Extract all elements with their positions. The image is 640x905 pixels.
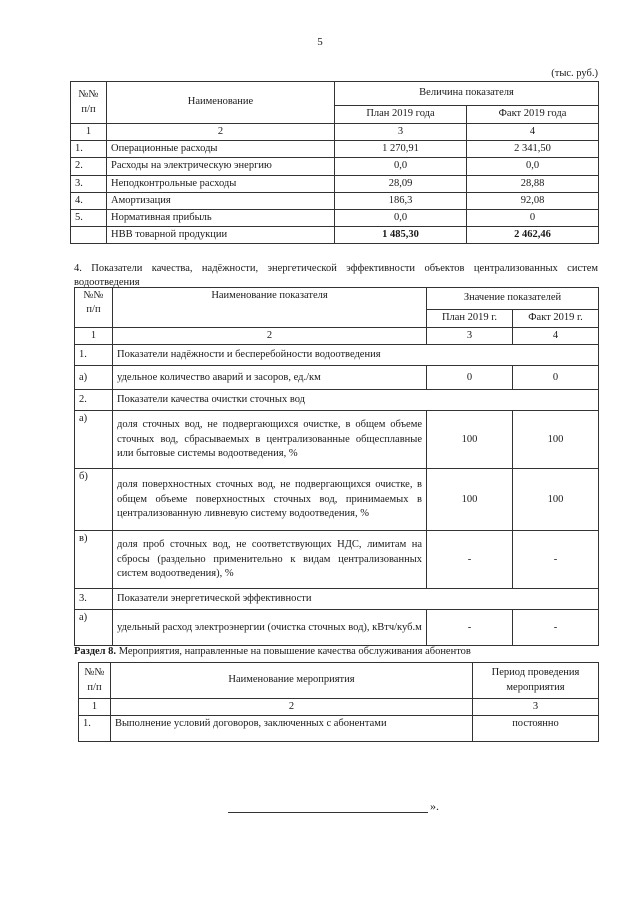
header-name: Наименование показателя bbox=[113, 288, 427, 328]
header-fact: Факт 2019 г. bbox=[513, 310, 599, 328]
closing-mark: ». bbox=[430, 799, 439, 813]
group-row bbox=[75, 589, 599, 610]
row-fact: - bbox=[513, 531, 599, 589]
group-title: Показатели качества очистки сточных вод bbox=[113, 390, 599, 411]
group-title: Показатели энергетической эффективности bbox=[113, 589, 599, 610]
row-fact: 100 bbox=[513, 411, 599, 469]
group-num: 2. bbox=[75, 390, 113, 411]
row-fact: 92,08 bbox=[467, 192, 599, 209]
col-num: 1 bbox=[75, 328, 113, 345]
row-name: Выполнение условий договоров, заключенных с абонентами bbox=[111, 716, 473, 742]
row-fact: 0 bbox=[467, 209, 599, 226]
row-num: б) bbox=[75, 469, 113, 531]
row-period: постоянно bbox=[473, 716, 599, 742]
row-name: Операционные расходы bbox=[107, 141, 335, 158]
row-name: доля поверхностных сточных вод, не подвергающихся очистке, в общем объеме поверхностных сточных вод, принимаемых в централизованную ливневую систему водоотведения, % bbox=[113, 469, 427, 531]
section-8-label: Раздел 8. bbox=[74, 646, 117, 657]
group-row bbox=[75, 390, 599, 411]
section-4-heading: 4. Показатели качества, надёжности, энергетической эффективности объектов централизованных систем водоотведения bbox=[74, 263, 598, 288]
header-name: Наименование мероприятия bbox=[111, 663, 473, 699]
row-num: 1. bbox=[79, 716, 111, 742]
row-plan: - bbox=[427, 531, 513, 589]
header-plan: План 2019 года bbox=[335, 106, 467, 124]
col-num: 3 bbox=[427, 328, 513, 345]
row-num: 1. bbox=[71, 141, 107, 158]
section-8-heading bbox=[74, 646, 471, 657]
group-num: 3. bbox=[75, 589, 113, 610]
row-plan: 0,0 bbox=[335, 209, 467, 226]
row-fact: 28,88 bbox=[467, 175, 599, 192]
units-note: (тыс. руб.) bbox=[551, 68, 598, 79]
row-plan: 0,0 bbox=[335, 158, 467, 175]
row-name: Неподконтрольные расходы bbox=[107, 175, 335, 192]
row-plan: - bbox=[427, 610, 513, 646]
col-num: 1 bbox=[71, 124, 107, 141]
table-header-row bbox=[71, 82, 599, 106]
row-name: доля сточных вод, не подвергающихся очистке, в общем объеме сточных вод, сбрасываемых в централизованные общесплавные или бытовые системы водоотведения, % bbox=[113, 411, 427, 469]
group-row bbox=[75, 345, 599, 366]
quality-indicators-table bbox=[74, 287, 599, 646]
total-row bbox=[71, 227, 599, 244]
row-num: 5. bbox=[71, 209, 107, 226]
table-row bbox=[71, 175, 599, 192]
header-fact: Факт 2019 года bbox=[467, 106, 599, 124]
header-value: Значение показателей bbox=[427, 288, 599, 310]
table-row bbox=[71, 141, 599, 158]
header-num: №№ п/п bbox=[71, 82, 107, 124]
table-row bbox=[71, 209, 599, 226]
col-num: 1 bbox=[79, 699, 111, 716]
group-title: Показатели надёжности и бесперебойности водоотведения bbox=[113, 345, 599, 366]
row-fact: 0 bbox=[513, 366, 599, 390]
row-plan: 0 bbox=[427, 366, 513, 390]
header-num: №№ п/п bbox=[79, 663, 111, 699]
section-8-title: Мероприятия, направленные на повышение качества обслуживания абонентов bbox=[118, 646, 471, 657]
row-num: 4. bbox=[71, 192, 107, 209]
row-num: а) bbox=[75, 610, 113, 646]
row-fact: 2 341,50 bbox=[467, 141, 599, 158]
row-num: а) bbox=[75, 366, 113, 390]
table-row bbox=[75, 469, 599, 531]
table-row bbox=[71, 192, 599, 209]
signature-line bbox=[228, 812, 428, 813]
column-number-row bbox=[79, 699, 599, 716]
table-row bbox=[75, 366, 599, 390]
row-name: Амортизация bbox=[107, 192, 335, 209]
table-row bbox=[75, 531, 599, 589]
column-number-row bbox=[75, 328, 599, 345]
row-plan: 1 485,30 bbox=[335, 227, 467, 244]
header-value: Величина показателя bbox=[335, 82, 599, 106]
row-plan: 28,09 bbox=[335, 175, 467, 192]
row-num: а) bbox=[75, 411, 113, 469]
table-row bbox=[75, 610, 599, 646]
col-num: 2 bbox=[113, 328, 427, 345]
col-num: 2 bbox=[107, 124, 335, 141]
header-name: Наименование bbox=[107, 82, 335, 124]
row-name: доля проб сточных вод, не соответствующих НДС, лимитам на сбросы (раздельно применительно к видам централизованных систем водоотведения), % bbox=[113, 531, 427, 589]
measures-table bbox=[78, 662, 599, 742]
page-number: 5 bbox=[317, 36, 323, 48]
row-plan: 1 270,91 bbox=[335, 141, 467, 158]
row-fact: 0,0 bbox=[467, 158, 599, 175]
row-fact: 100 bbox=[513, 469, 599, 531]
table-row bbox=[71, 158, 599, 175]
column-number-row bbox=[71, 124, 599, 141]
header-plan: План 2019 г. bbox=[427, 310, 513, 328]
row-name: удельный расход электроэнергии (очистка сточных вод), кВтч/куб.м bbox=[113, 610, 427, 646]
row-name: Расходы на электрическую энергию bbox=[107, 158, 335, 175]
row-num: в) bbox=[75, 531, 113, 589]
row-fact: - bbox=[513, 610, 599, 646]
group-num: 1. bbox=[75, 345, 113, 366]
financial-table bbox=[70, 81, 599, 244]
col-num: 3 bbox=[335, 124, 467, 141]
row-plan: 100 bbox=[427, 411, 513, 469]
col-num: 4 bbox=[467, 124, 599, 141]
table-row bbox=[79, 716, 599, 742]
row-name: НВВ товарной продукции bbox=[107, 227, 335, 244]
table-header-row bbox=[75, 288, 599, 310]
row-num: 2. bbox=[71, 158, 107, 175]
row-name: Нормативная прибыль bbox=[107, 209, 335, 226]
row-num: 3. bbox=[71, 175, 107, 192]
header-num: №№ п/п bbox=[75, 288, 113, 328]
table-row bbox=[75, 411, 599, 469]
col-num: 2 bbox=[111, 699, 473, 716]
row-num bbox=[71, 227, 107, 244]
row-plan: 100 bbox=[427, 469, 513, 531]
col-num: 4 bbox=[513, 328, 599, 345]
table-header-row bbox=[79, 663, 599, 699]
col-num: 3 bbox=[473, 699, 599, 716]
row-plan: 186,3 bbox=[335, 192, 467, 209]
row-name: удельное количество аварий и засоров, ед./км bbox=[113, 366, 427, 390]
header-period: Период проведения мероприятия bbox=[473, 663, 599, 699]
row-fact: 2 462,46 bbox=[467, 227, 599, 244]
